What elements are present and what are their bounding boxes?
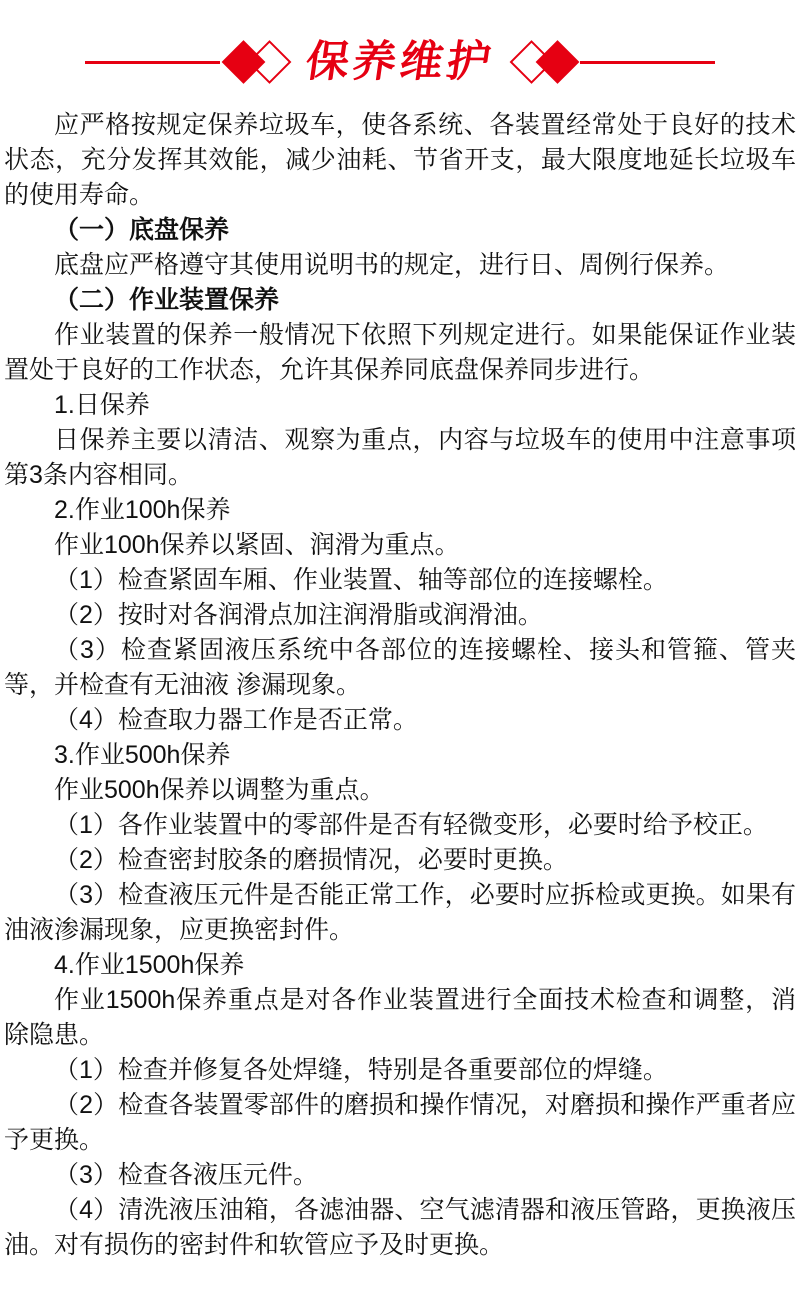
paragraph: 作业100h保养以紧固、润滑为重点。	[54, 531, 460, 559]
list-item: （2）按时对各润滑点加注润滑脂或润滑油。	[54, 601, 543, 629]
right-diamond-ornament	[508, 34, 580, 90]
paragraph: 底盘应严格遵守其使用说明书的规定，进行日、周例行保养。	[54, 251, 730, 279]
section-heading-work-device: （二）作业装置保养	[54, 286, 280, 314]
list-item: （4）清洗液压油箱，各滤油器、空气滤清器和液压管路，更换液压油。对有损伤的密封件和软管应予及时更换。	[4, 1196, 796, 1259]
body-content	[0, 108, 800, 1263]
title-banner	[0, 30, 800, 94]
paragraph-intro: 应严格按规定保养垃圾车，使各系统、各装置经常处于良好的技术状态，充分发挥其效能，减少油耗、节省开支，最大限度地延长垃圾车的使用寿命。	[4, 111, 796, 209]
diamond-filled-icon	[536, 40, 580, 84]
section-heading-chassis: （一）底盘保养	[54, 216, 230, 244]
list-item: （3）检查液压元件是否能正常工作，必要时应拆检或更换。如果有油液渗漏现象，应更换密封件。	[4, 881, 796, 944]
item-daily-maintenance: 1.日保养	[54, 391, 150, 419]
list-item: （1）检查紧固车厢、作业装置、轴等部位的连接螺栓。	[54, 566, 668, 594]
list-item: （1）检查并修复各处焊缝，特别是各重要部位的焊缝。	[54, 1056, 668, 1084]
item-1500h-maintenance: 4.作业1500h保养	[54, 951, 245, 979]
paragraph: 作业500h保养以调整为重点。	[54, 776, 385, 804]
list-item: （4）检查取力器工作是否正常。	[54, 706, 418, 734]
paragraph: 作业装置的保养一般情况下依照下列规定进行。如果能保证作业装置处于良好的工作状态，允许其保养同底盘保养同步进行。	[4, 321, 796, 384]
diamond-filled-icon	[222, 40, 266, 84]
left-diamond-ornament	[220, 34, 292, 90]
item-500h-maintenance: 3.作业500h保养	[54, 741, 231, 769]
list-item: （3）检查紧固液压系统中各部位的连接螺栓、接头和管箍、管夹等，并检查有无油液 渗漏现象。	[4, 636, 796, 699]
list-item: （3）检查各液压元件。	[54, 1161, 318, 1189]
list-item: （2）检查各装置零部件的磨损和操作情况，对磨损和操作严重者应予更换。	[4, 1091, 796, 1154]
list-item: （1）各作业装置中的零部件是否有轻微变形，必要时给予校正。	[54, 811, 768, 839]
left-rule-line	[85, 61, 220, 64]
paragraph: 作业1500h保养重点是对各作业装置进行全面技术检查和调整，消除隐患。	[4, 986, 796, 1049]
page-title: 保养维护	[302, 37, 498, 86]
list-item: （2）检查密封胶条的磨损情况，必要时更换。	[54, 846, 568, 874]
right-rule-line	[580, 61, 715, 64]
paragraph: 日保养主要以清洁、观察为重点，内容与垃圾车的使用中注意事项第3条内容相同。	[4, 426, 796, 489]
item-100h-maintenance: 2.作业100h保养	[54, 496, 231, 524]
